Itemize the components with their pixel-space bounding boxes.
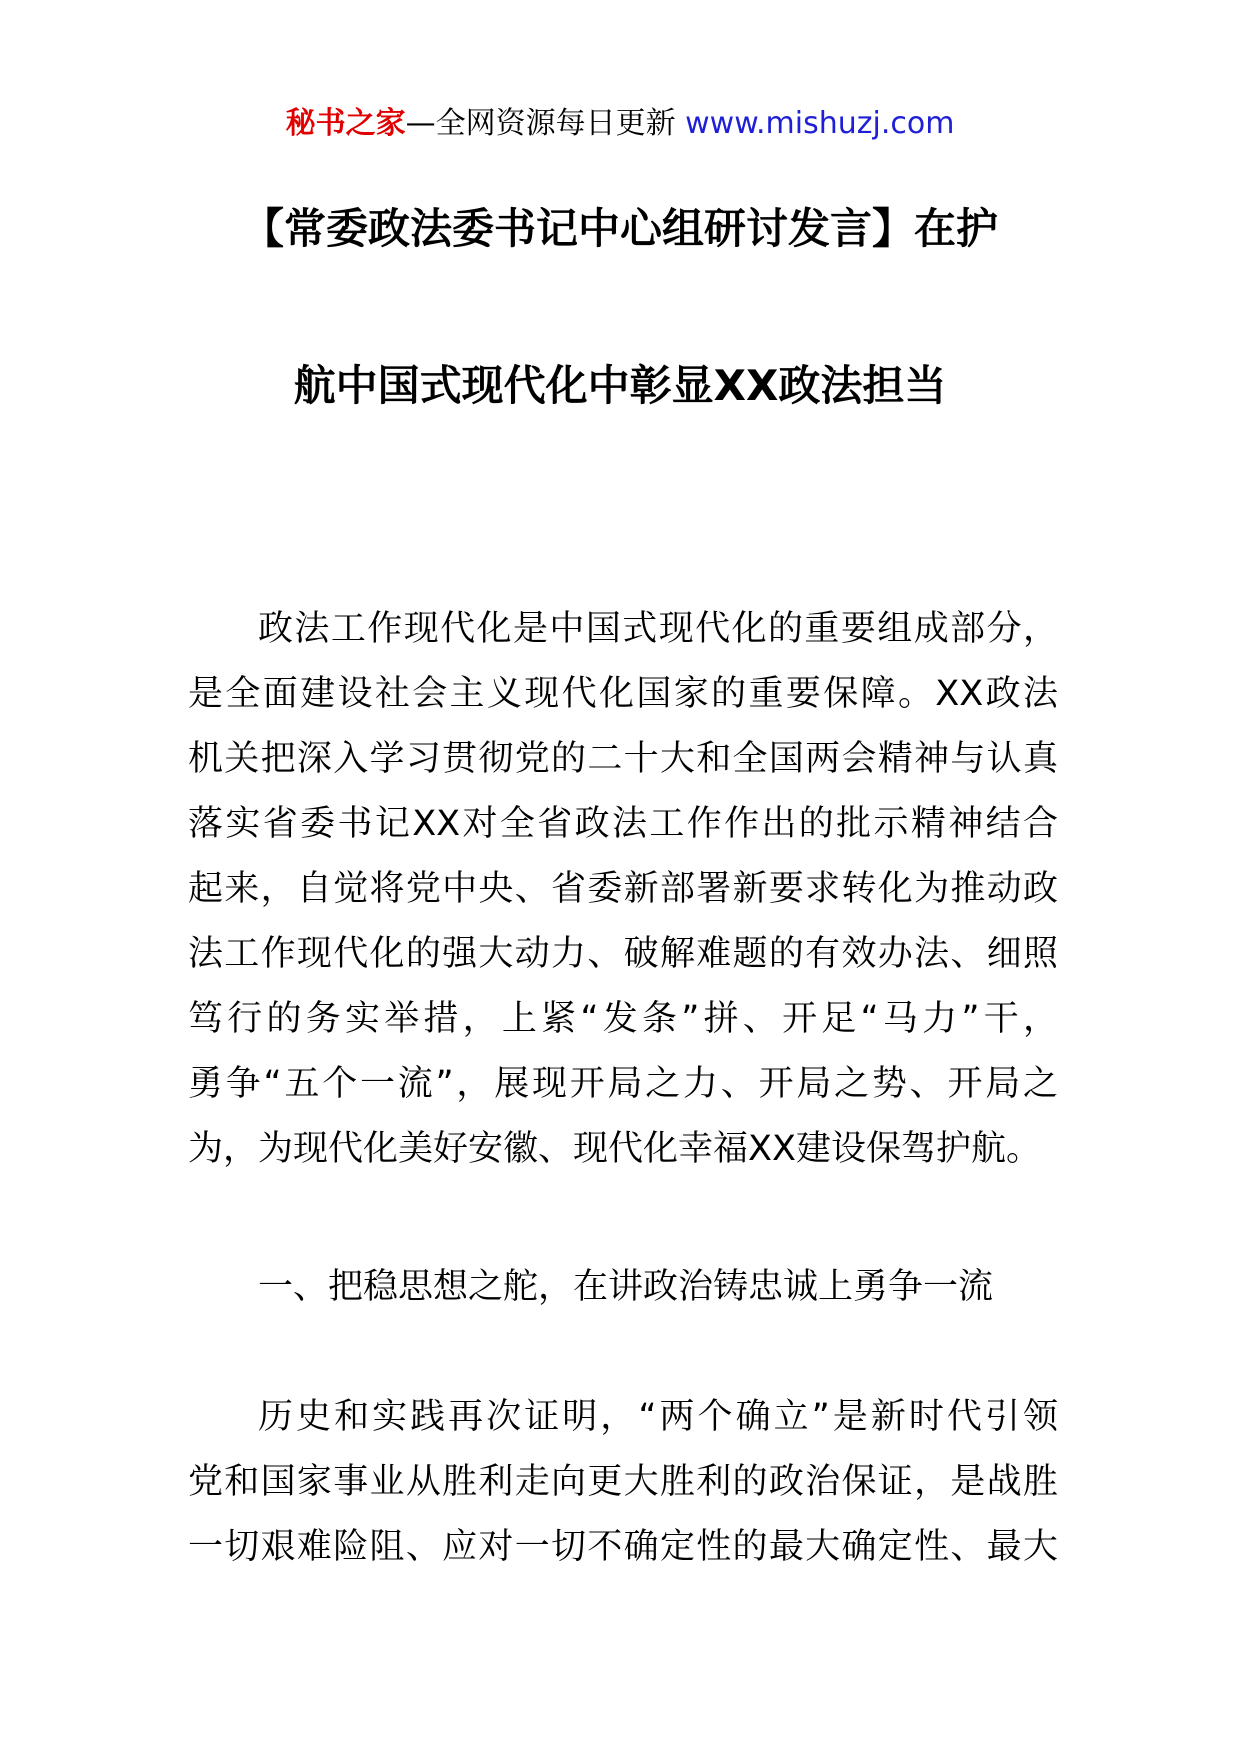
- site-brand: 秘书之家: [285, 106, 406, 141]
- paragraph-line: 起来，自觉将党中央、省委新部署新要求转化为推动政: [188, 869, 1058, 909]
- document-title-line-1: 【常委政法委书记中心组研讨发言】在护: [241, 204, 998, 253]
- paragraph-line: 政法工作现代化是中国式现代化的重要组成部分，: [258, 609, 1058, 649]
- paragraph-intro: [188, 597, 1058, 1182]
- site-header: [0, 102, 1240, 146]
- site-tagline: —全网资源每日更新: [405, 106, 686, 141]
- paragraph-line: 法工作现代化的强大动力、破解难题的有效办法、细照: [188, 934, 1058, 974]
- paragraph-line: 为，为现代化美好安徽、现代化幸福XX建设保驾护航。: [188, 1129, 1041, 1169]
- paragraph-line: 党和国家事业从胜利走向更大胜利的政治保证，是战胜: [188, 1462, 1058, 1502]
- paragraph-line: 是全面建设社会主义现代化国家的重要保障。XX政法: [188, 674, 1058, 714]
- paragraph-line: 笃行的务实举措，上紧“发条”拼、开足“马力”干，: [188, 999, 1058, 1039]
- paragraph-line: 落实省委书记XX对全省政法工作作出的批示精神结合: [188, 804, 1058, 844]
- paragraph-section-1: [188, 1385, 1058, 1580]
- site-url-link[interactable]: www.mishuzj.com: [685, 106, 955, 141]
- paragraph-line: 一切艰难险阻、应对一切不确定性的最大确定性、最大: [188, 1527, 1058, 1567]
- section-heading-1: 一、把稳思想之舵，在讲政治铸忠诚上勇争一流: [258, 1267, 994, 1307]
- document-title-line-2: 航中国式现代化中彰显XX政法担当: [293, 361, 947, 410]
- paragraph-line: 历史和实践再次证明，“两个确立”是新时代引领: [258, 1397, 1058, 1437]
- paragraph-line: 勇争“五个一流”，展现开局之力、开局之势、开局之: [188, 1064, 1058, 1104]
- paragraph-line: 机关把深入学习贯彻党的二十大和全国两会精神与认真: [188, 739, 1058, 779]
